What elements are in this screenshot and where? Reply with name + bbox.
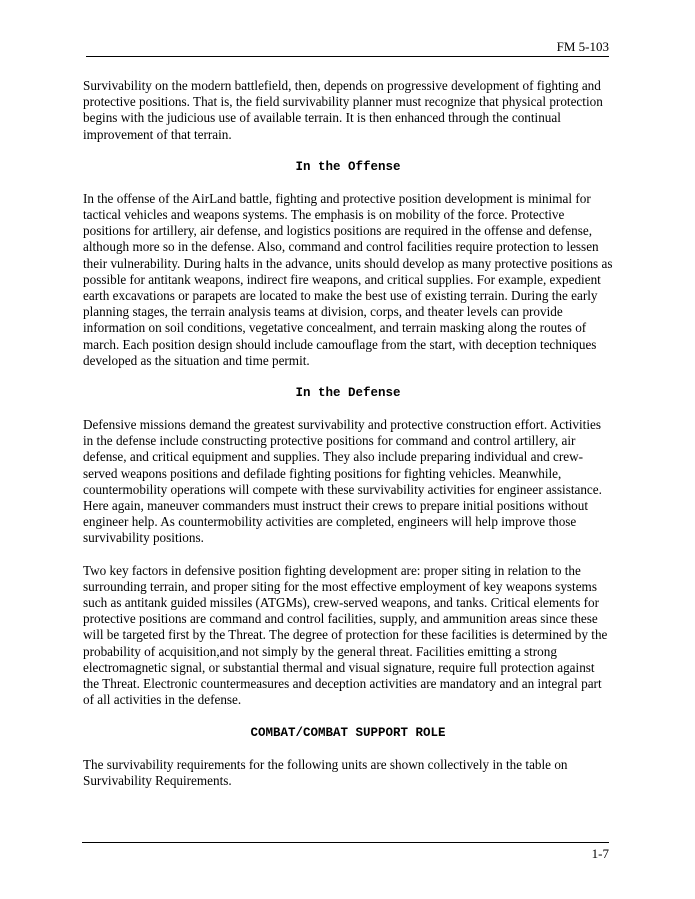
footer-rule bbox=[82, 842, 609, 843]
intro-paragraph: Survivability on the modern battlefield, then, depends on progressive development of fighting and protective positions. That is, the field survivability planner must recognize that physical protection begins with the judicious use of available terrain. It is then enhanced through the continual improvement of that terrain. bbox=[83, 78, 603, 142]
offense-heading: In the Offense bbox=[295, 159, 401, 174]
header-rule bbox=[86, 56, 609, 57]
defense-heading: In the Defense bbox=[295, 386, 401, 401]
page-number: 1-7 bbox=[591, 846, 609, 861]
document-id: FM 5-103 bbox=[556, 39, 609, 54]
combat-support-heading: COMBAT/COMBAT SUPPORT ROLE bbox=[250, 725, 446, 740]
offense-paragraph: In the offense of the AirLand battle, fighting and protective position development is minimal for tactical vehicles and weapons systems. The emphasis is on mobility of the force. Protective positions for artillery, air defense, and logistics positions are required in the offense and defense, although more so in the defense. Also, command and control facilities require protection to lessen their vulnerability. During halts in the advance, units should develop as many protective positions as possible for antitank weapons, indirect fire weapons, and critical supplies. For example, expedient earth excavations or parapets are located to make the best use of existing terrain. During the early planning stages, the terrain analysis teams at division, corps, and theater levels can provide information on soil conditions, vegetative concealment, and terrain masking along the routes of march. Each position design should include camouflage from the start, with deception techniques developed as the situation and time permit. bbox=[83, 190, 613, 368]
page-body bbox=[83, 78, 613, 805]
defense-paragraph-2: Two key factors in defensive position fighting development are: proper siting in relation to the surrounding terrain, and proper siting for the most effective employment of key weapons systems such as antitank guided missiles (ATGMs), crew-served weapons, and tanks. Critical elements for protective positions are command and control facilities, supply, and ammunition areas since these will be targeted first by the Threat. The degree of protection for these facilities is determined by the probability of acquisition,and not simply by the general threat. Facilities emitting a strong electromagnetic signal, or substantial thermal and visual signature, require full protection against the Threat. Electronic countermeasures and deception activities are mandatory and an integral part of all activities in the defense. bbox=[83, 562, 608, 708]
combat-support-paragraph: The survivability requirements for the following units are shown collectively in the table on Survivability Requirements. bbox=[83, 756, 568, 788]
defense-paragraph-1: Defensive missions demand the greatest survivability and protective construction effort. Activities in the defense include constructing protective positions for command and control artillery, air defense, and critical equipment and supplies. They also include preparing individual and crew-served weapons positions and defilade fighting positions for fighting vehicles. Meanwhile, countermobility operations will compete with these survivability activities for engineer assistance. Here again, maneuver commanders must instruct their crews to prepare initial positions without engineer help. As countermobility activities are completed, engineers will help improve those survivability positions. bbox=[83, 417, 602, 546]
